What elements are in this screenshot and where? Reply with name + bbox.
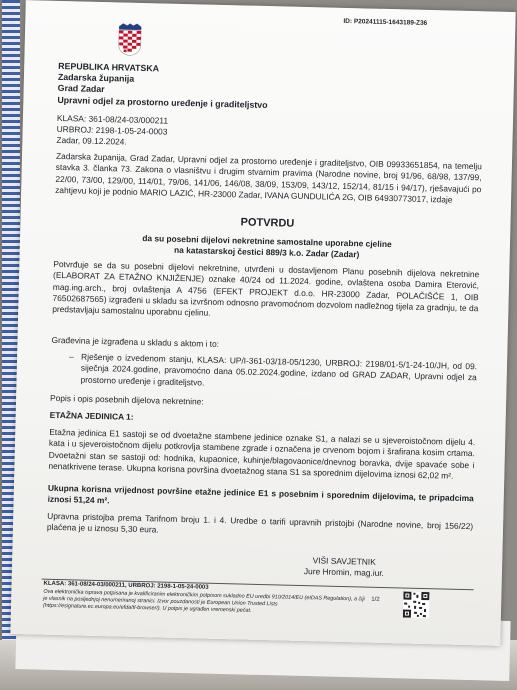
header-department: Upravni odjel za prostorno uređenje i graditeljstvo: [57, 94, 268, 111]
subtitle-line-2: na katastarskoj čestici 889/3 k.o. Zadar (Zadar): [173, 244, 360, 260]
header-county: Zadarska županija: [57, 71, 135, 84]
parts-list-intro: Popis i opis posebnih dijelova nekretnine:: [49, 392, 204, 407]
fee-statement: Upravna pristojba prema Tarifnom broju 1. i 4. Uredbe o tarifi upravnih pristojbi (Narodne novine, broj 156/22) plaćena je u iznosu 5,30 eura.: [46, 510, 474, 535]
signer-role: VIŠI SAVJETNIK: [312, 555, 376, 567]
footer-reference: KLASA: 361-08/24-03/000211, URBROJ: 2198-1-05-24-0003: [43, 580, 209, 591]
bullet-dash: –: [69, 351, 74, 362]
total-area-statement: Ukupna korisna vrijednost površine etažne jedinice E1 s posebnim i sporednim dijelovima, te pripadcima iznosi 51,24 m².: [47, 482, 474, 506]
urbroj: URBROJ: 2198-1-05-24-0003: [56, 123, 168, 137]
signer-name: Jure Hromin, mag.iur.: [303, 566, 385, 579]
intro-paragraph: Zadarska županija, Grad Zadar, Upravni odjel za prostorno uređenje i graditeljstvo, OIB 09933651854, na temelju stavka 3. članka 73. Zakona o vlasništvu i drugim stvarnim pravima (Narodne novine, broj 91/96, 68/98, 137/99, 22/00, 73/00, 129/00, 114/01, 79/06, 141/06, 146/08, 38/09, 153/09, 143/12, 152/14, 81/15 i 94/17), rješavajući po zahtjevu koji je podnio MARIO LAZIĆ, HR-23000 Zadar, IVANA GUNDULIĆA 2G, OIB 64930773017, izdaje: [55, 150, 483, 205]
confirmation-paragraph: Potvrđuje se da su posebni dijelovi nekretnine, utvrđeni u dostavljenom Planu posebnih dijelova nekretnine (ELABORAT ZA ETAŽNO KNJIŽENJE) oznake 40/24 od 11.2024. godine, ovlaštena osoba Damira Eterović, mag.ing.arch., broj ovlaštenja A 4756 (EFEKT PROJEKT d.o.o. HR-23000 Zadar, POLAČIŠĆE 1, OIB 76502687565) izgrađeni u skladu sa izvršnom odnosno pravomoćnom dozvolom nadležnog tijela za gradnju, te da predstavljaju samostalnu uporabnu cjelinu.: [52, 258, 480, 318]
header-city: Grad Zadar: [57, 82, 105, 95]
subtitle-line-1: da su posebni dijelovi nekretnine samostalne uporabne cjeline: [142, 233, 392, 250]
document-title: POTVRDU: [240, 216, 295, 230]
building-act-intro: Građevina je izgrađena u skladu s aktom i to:: [51, 334, 220, 349]
unit-heading: ETAŽNA JEDINICA 1:: [49, 409, 134, 422]
page-number: 1/2: [371, 596, 380, 603]
footer-esignature-note: Ova elektronička isprava potpisana je kvalificiranim elektroničkim potpisom sukladno EU uredbi 910/2014/EU (eIDAS Regulation), a čiji je vlasnik na posljednjoj nenumeriranoj stranici. Izvor pouzdanosti je European Union Trusted Lists (https://esignature.ec.europa.eu/efda/tl-browser/). U potpis je ugrađen vremenski pečat.: [42, 588, 365, 614]
klasa: KLASA: 361-08/24-03/000211: [56, 112, 169, 126]
qr-code-icon: [403, 592, 430, 619]
issue-date: Zadar, 09.12.2024.: [56, 134, 127, 147]
document-page: [10, 0, 515, 646]
unit-description: Etažna jedinica E1 sastoji se od dvoetažne stambene jedinice oznake S1, a nalazi se u sjeveroistočnom dijelu 4. kata i u sjeveroistočnom dijelu potkrovlja stambene zgrade i označena je crvenom bojom i šrafirana kosim crtama. Dvoetažni stan se sastoji od: hodnika, kupaonice, kuhinje/blagovaonice/dnevnog boravka, dvije spavaće sobe i nenatkrivene terase. Ukupna korisna površina dvoetažnog stana S1 sa sporednim dijelovima iznosi 62,02 m².: [48, 426, 476, 481]
coat-of-arms-icon: [116, 22, 143, 62]
permit-reference: Rješenje o izvedenom stanju, KLASA: UP/I-361-03/18-05/1230, URBROJ: 2198/01-5/1-24-10/JH, od 09. siječnja 2024.godine, pravomoćno dana 05.02.2024.godine, izdano od GRAD ZADAR, Upravni odjel za prostorno uređenje i graditeljstvo.: [80, 351, 478, 388]
document-id: ID: P20241115-1643189-Z36: [343, 17, 428, 27]
header-country: REPUBLIKA HRVATSKA: [58, 60, 160, 74]
